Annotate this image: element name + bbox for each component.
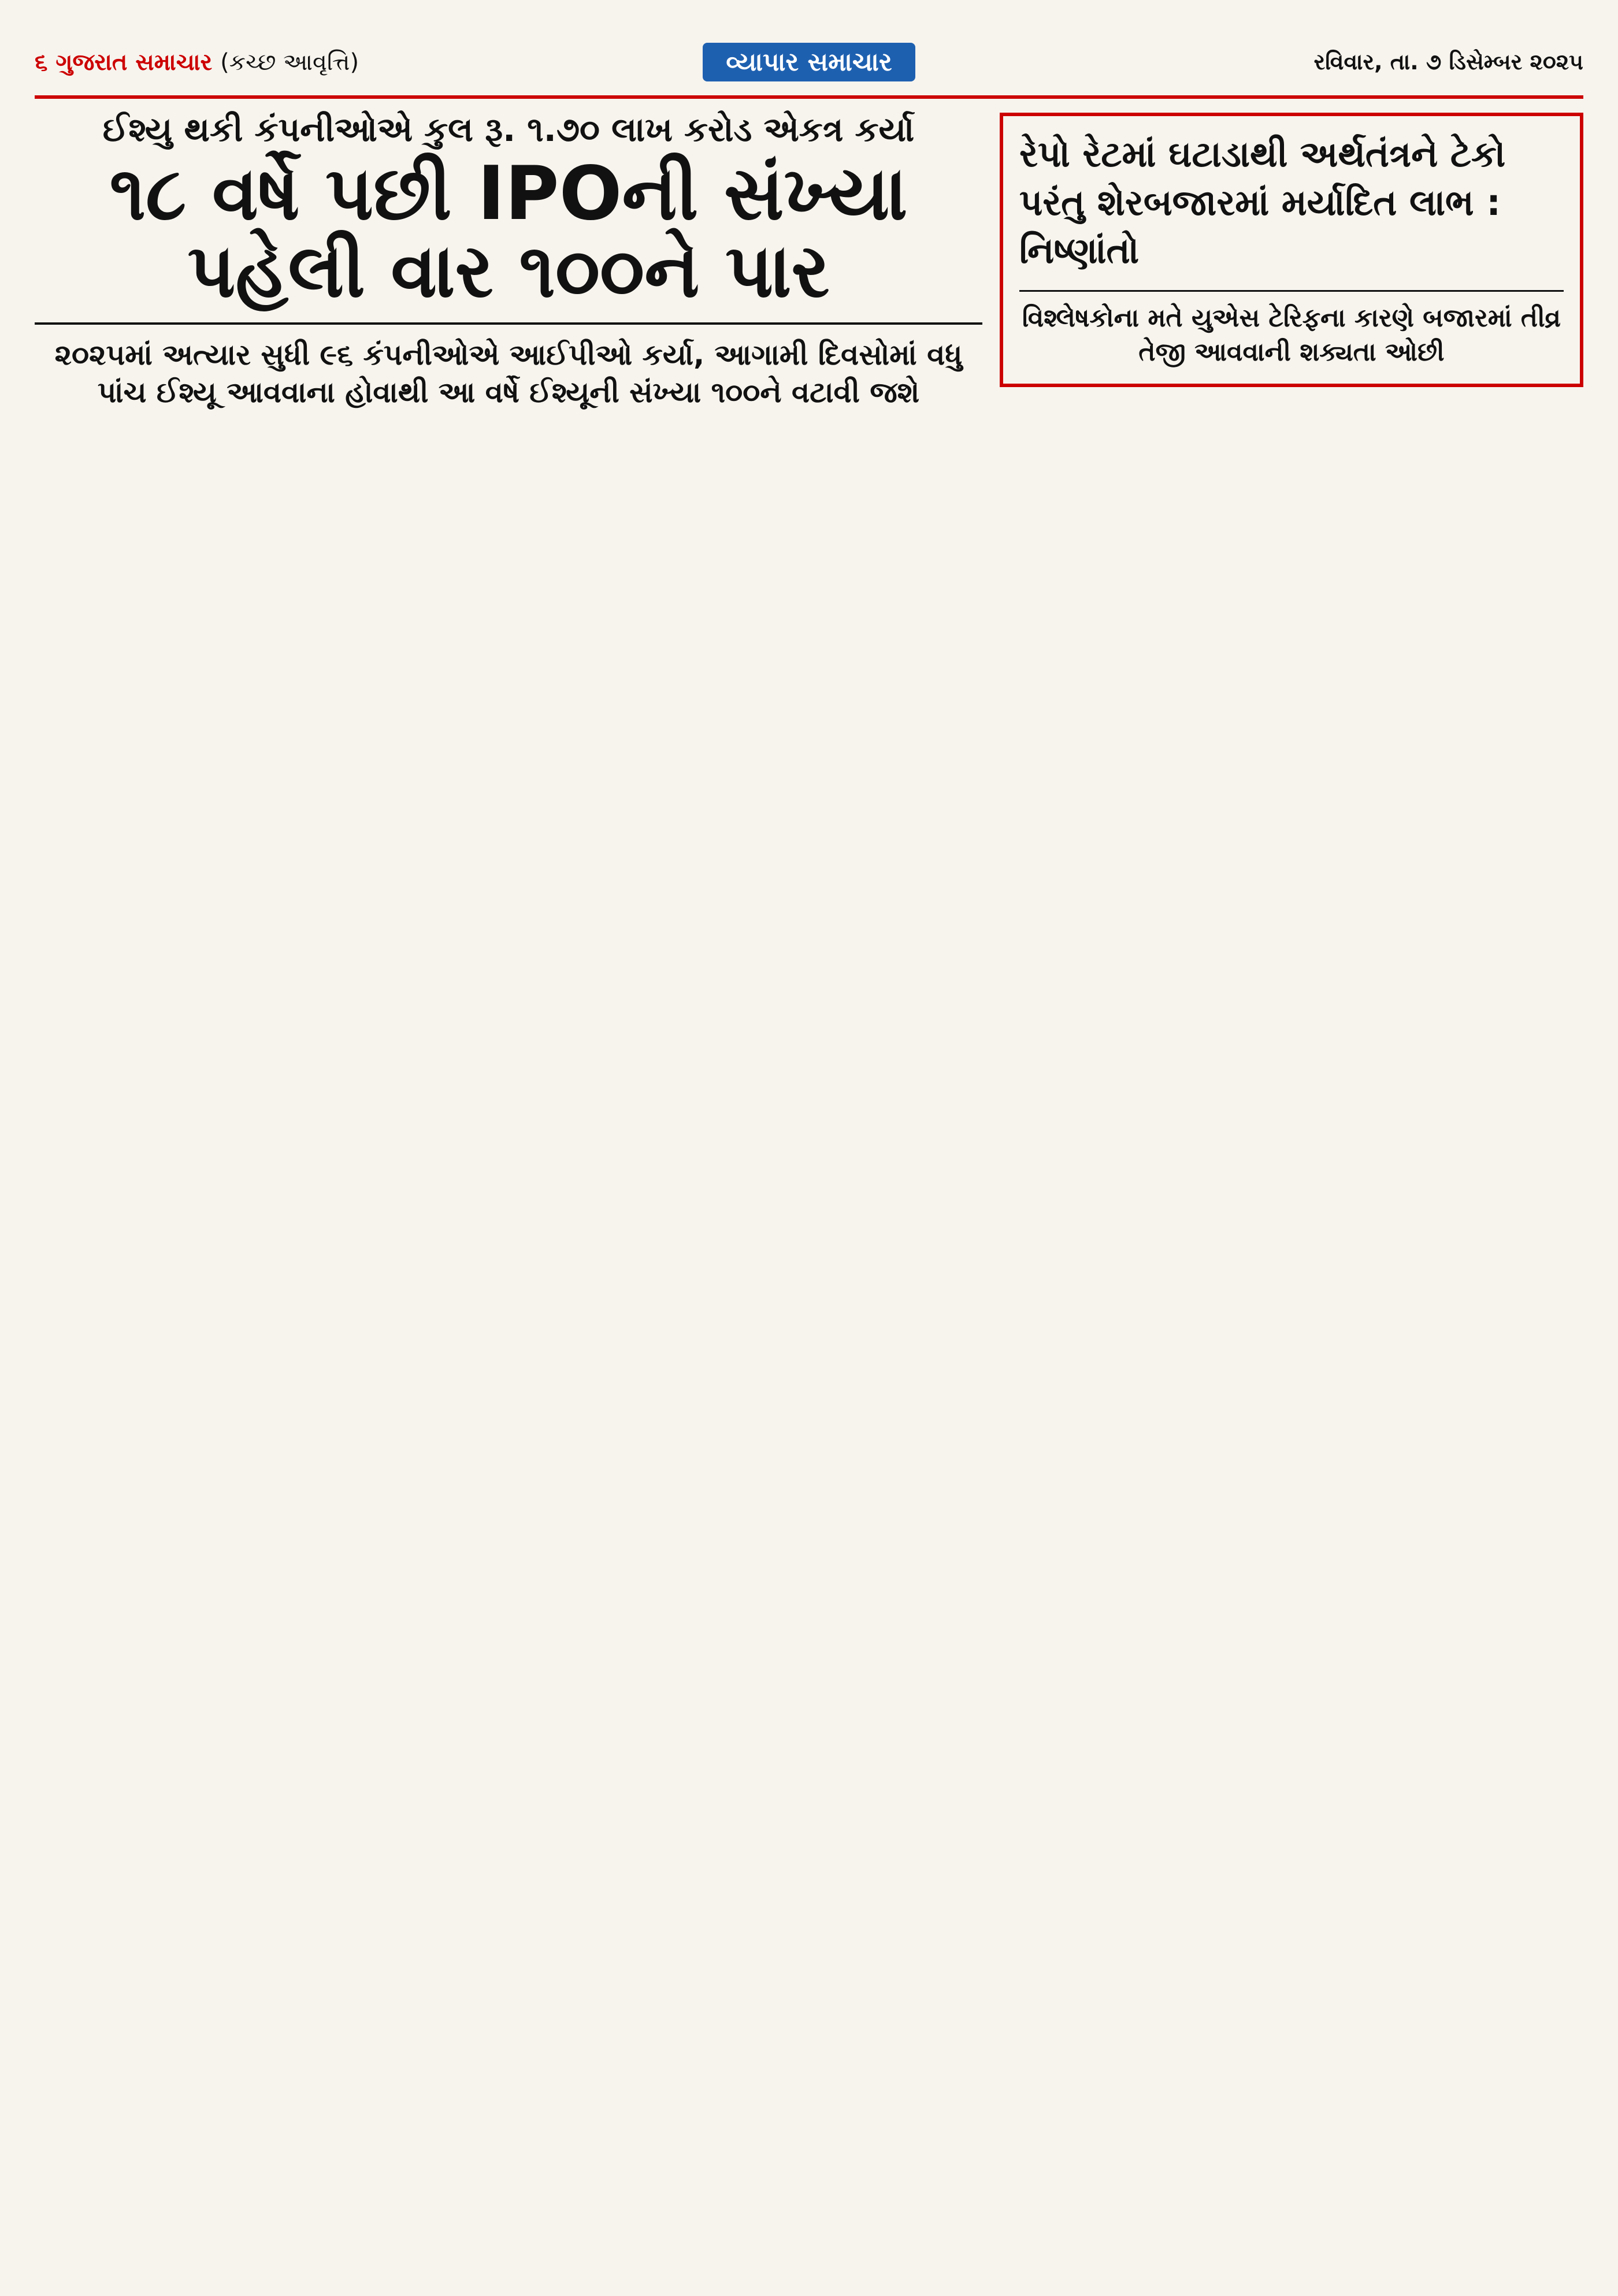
repo-rate-story	[1000, 113, 1583, 387]
masthead-center	[551, 43, 1067, 81]
page-label: ૬ ગુજરાત સમાચાર	[35, 49, 213, 76]
issue-date: રવિવાર, તા. ૭ ડિસેમ્બર ૨૦૨૫	[1313, 49, 1583, 75]
section-tag: વ્યાપાર સમાચાર	[703, 43, 915, 81]
masthead-left	[35, 49, 551, 76]
lead-story	[35, 110, 982, 411]
lead-headline: ૧૮ વર્ષે પછી IPOની સંખ્યા પહેલી વાર ૧૦૦ને પાર	[35, 155, 982, 325]
lead-kicker: ઈશ્યુ થકી કંપનીઓએ કુલ રૂ. ૧.૭૦ લાખ કરોડ એકત્ર કર્યા	[102, 110, 915, 149]
masthead	[35, 29, 1583, 99]
lead-subhead: ૨૦૨૫માં અત્યાર સુધી ૯૬ કંપનીઓએ આઈપીઓ કર્યા, આગામી દિવસોમાં વધુ પાંચ ઈશ્યૂ આવવાના હોવાથી આ વર્ષે ઈશ્યૂની સંખ્યા ૧૦૦ને વટાવી જશે	[54, 337, 963, 409]
box-headline: રેપો રેટમાં ઘટાડાથી અર્થતંત્રને ટેકો પરંતુ શેરબજારમાં મર્યાદિત લાભ : નિષ્ણાંતો	[1019, 133, 1506, 272]
box-subhead: વિશ્લેષકોના મતે યુએસ ટેરિફના કારણે બજારમાં તીવ્ર તેજી આવવાની શક્યતા ઓછી	[1019, 290, 1564, 370]
edition-label: (કચ્છ આવૃત્તિ)	[220, 49, 359, 76]
